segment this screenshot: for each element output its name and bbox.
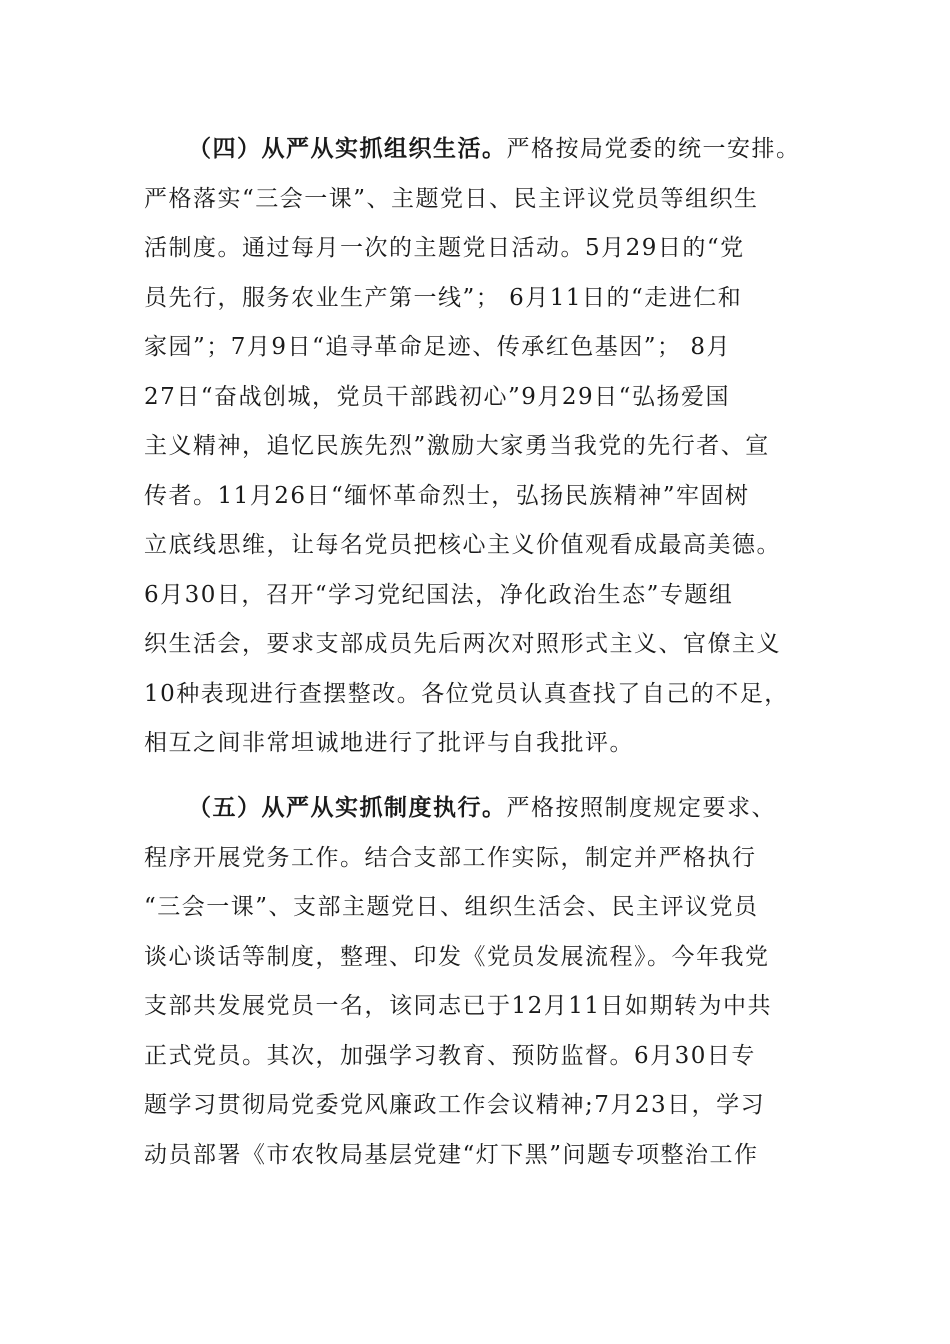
text-line: 27日“奋战创城，党员干部践初心”9月29日“弘扬爱国 [144,383,730,410]
text-line: 严格落实“三会一课”、主题党日、民主评议党员等组织生 [144,185,759,212]
text-line: 立底线思维，让每名党员把核心主义价值观看成最高美德。 [144,532,781,558]
text-line: 6月30日，召开“学习党纪国法，净化政治生态”专题组 [144,581,734,608]
section-4-first-line [144,125,824,175]
text-line: 传者。11月26日“缅怀革命烈士，弘扬民族精神”牢固树 [144,482,750,509]
text-line: “三会一课”、支部主题党日、组织生活会、民主评议党员 [144,894,759,920]
section-5-heading: （五）从严从实抓制度执行。 [188,795,507,821]
section-4-paragraph [144,125,824,769]
text-line: 活制度。通过每月一次的主题党日活动。5月29日的“党 [144,235,745,261]
text-line: 题学习贯彻局党委党风廉政工作会议精神;7月23日，学习 [144,1092,766,1118]
text-line: 相互之间非常坦诚地进行了批评与自我批评。 [144,730,634,756]
section-4-heading: （四）从严从实抓组织生活。 [188,136,507,162]
section-4-intro-text: 严格按局党委的统一安排。 [506,136,801,162]
section-5-paragraph [144,784,824,1180]
section-5-first-line [144,784,824,834]
text-line: 支部共发展党员一名，该同志已于12月11日如期转为中共 [144,993,773,1019]
text-line: 员先行，服务农业生产第一线”； 6月11日的“走进仁和 [144,284,743,311]
text-line: 主义精神，追忆民族先烈”激励大家勇当我党的先行者、宣 [144,433,770,459]
text-line: 正式党员。其次，加强学习教育、预防监督。6月30日专 [144,1042,756,1069]
section-5-intro-text: 严格按照制度规定要求、 [506,795,776,821]
text-line: 家园”；7月9日“追寻革命足迹、传承红色基因”； 8月 [144,334,731,360]
text-line: 10种表现进行查摆整改。各位党员认真查找了自己的不足， [144,680,789,707]
text-line: 动员部署《市农牧局基层党建“灯下黑”问题专项整治工作 [144,1141,759,1168]
text-line: 谈心谈话等制度，整理、印发《党员发展流程》。今年我党 [144,943,770,970]
text-line: 织生活会，要求支部成员先后两次对照形式主义、官僚主义 [144,631,781,657]
text-line: 程序开展党务工作。结合支部工作实际，制定并严格执行 [144,844,757,871]
